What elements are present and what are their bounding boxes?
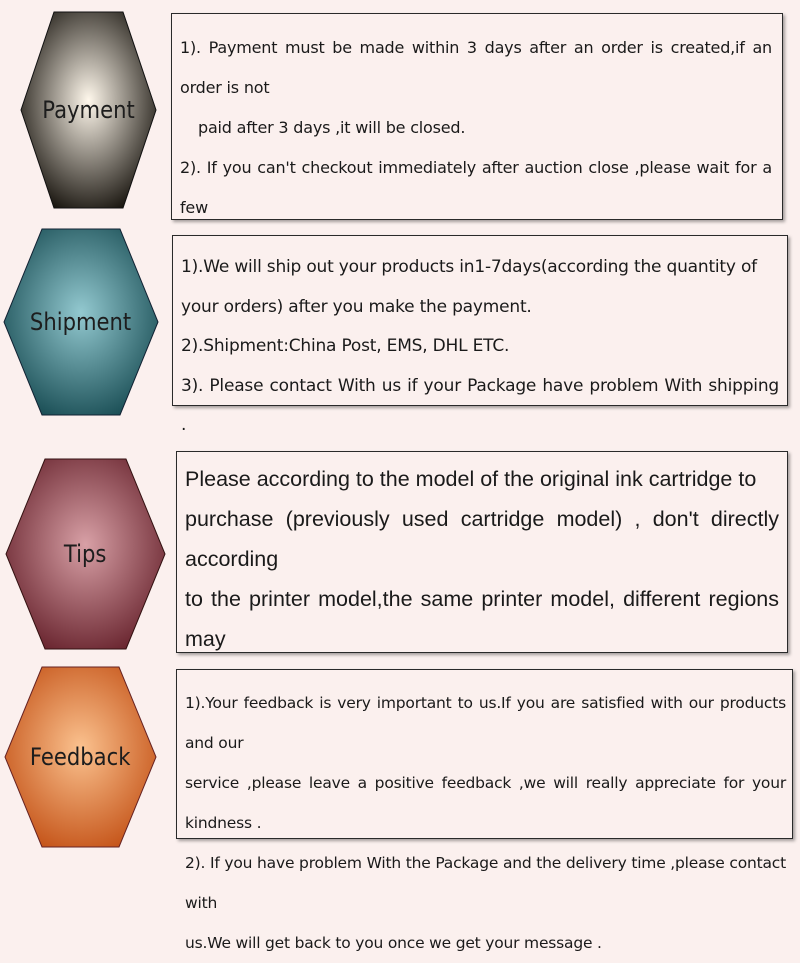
- hexagon-label: Payment: [42, 96, 135, 124]
- tips-line: purchase (previously used cartridge model) , don't directly according: [185, 507, 779, 571]
- shipment-info-box: [172, 235, 788, 435]
- shipment-line: 2).Shipment:China Post, EMS, DHL ETC.: [181, 336, 510, 356]
- payment-hexagon: [20, 11, 157, 209]
- shipment-hexagon: [3, 228, 159, 416]
- feedback-line: service ,please leave a positive feedback ,we will really appreciate for your kindness .: [185, 774, 786, 832]
- hexagon-label: Shipment: [30, 308, 132, 336]
- feedback-line: 1).Your feedback is very important to us.If you are satisfied with our products and our: [185, 694, 786, 752]
- hexagon-label: Feedback: [30, 743, 131, 771]
- tips-hexagon: [5, 458, 166, 650]
- feedback-hexagon: [4, 666, 157, 848]
- feedback-info-box: [176, 669, 793, 952]
- tips-info-box: [176, 451, 788, 653]
- payment-line: paid after 3 days ,it will be closed.: [198, 118, 466, 137]
- shipment-line: 1).We will ship out your products in1-7days(according the quantity of: [181, 257, 757, 277]
- shipment-line: 3). Please contact With us if your Package have problem With shipping .: [181, 375, 779, 435]
- payment-line: 2). If you can't checkout immediately after auction close ,please wait for a few: [180, 158, 772, 217]
- tips-line: Please according to the model of the original ink cartridge to: [185, 467, 757, 491]
- tips-line: to the printer model,the same printer model, different regions may: [185, 587, 779, 651]
- feedback-line: 2). If you have problem With the Package and the delivery time ,please contact with: [185, 854, 786, 912]
- payment-info-box: [171, 13, 783, 220]
- feedback-line: us.We will get back to you once we get your message .: [185, 934, 602, 952]
- payment-line: 1). Payment must be made within 3 days after an order is created,if an order is not: [180, 38, 772, 97]
- hexagon-label: Tips: [64, 540, 107, 568]
- shipment-line: your orders) after you make the payment.: [181, 296, 532, 317]
